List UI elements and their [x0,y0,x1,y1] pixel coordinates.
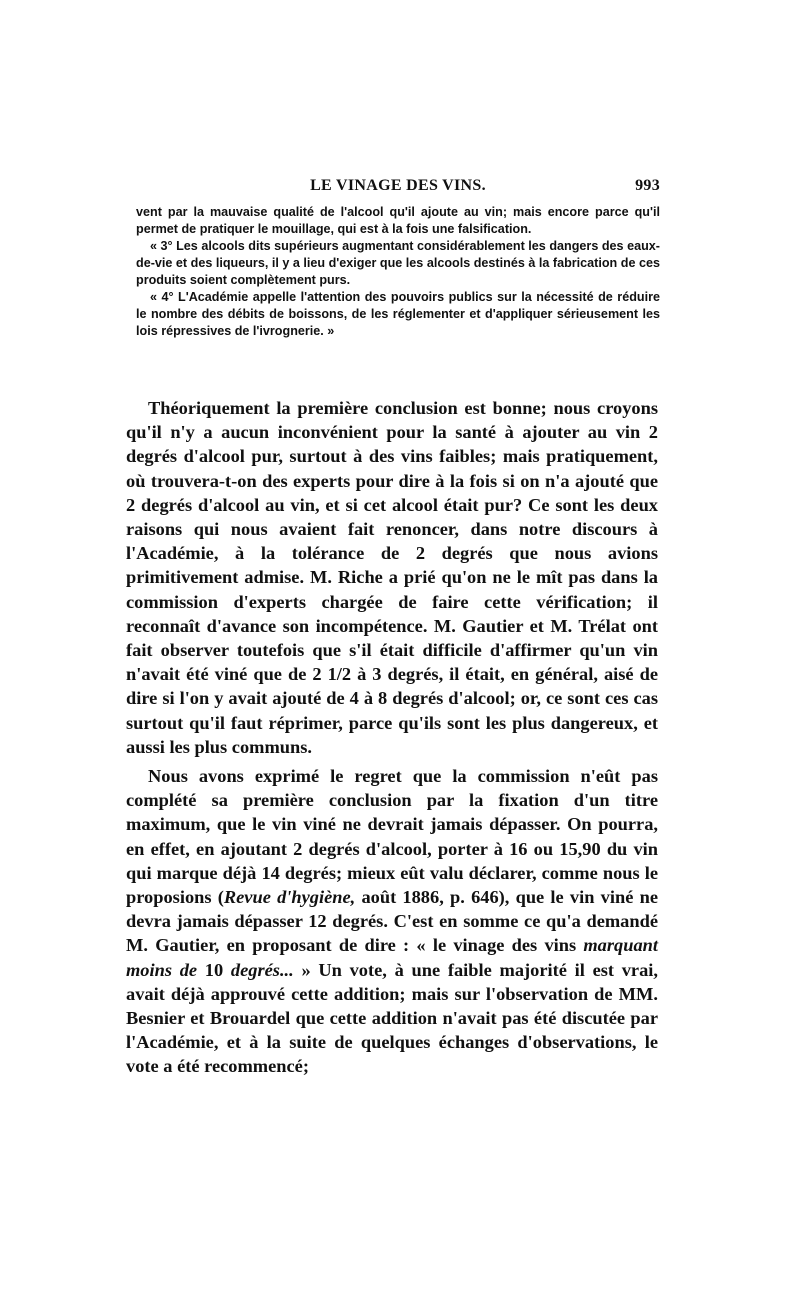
main-text [126,396,658,1079]
body-paragraph-2-part-a: Nous avons exprimé le regret que la commission n'eût pas complété sa première conclusion par la fixation d'un titre maximum, que le vin viné ne devrait jamais dépasser. On pourra, en effet, en ajoutant 2 degrés d'alcool, porter à 16 ou 15,90 du vin qui marque déjà 14 degrés; mieux eût valu déclarer, comme nous le proposions ( [126,766,658,908]
running-title: LE VINAGE DES VINS. [310,177,486,194]
body-paragraph-2-part-c: 10 [197,959,231,980]
citation-revue-hygiene: Revue d'hygiène, [223,887,356,908]
body-paragraph-1: Théoriquement la première conclusion est bonne; nous croyons qu'il n'y a aucun inconvénient pour la santé à ajouter au vin 2 degrés d'alcool pur, surtout à des vins faibles; mais pratiquement, où trouvera-t-on des experts pour dire à la fois si on n'a ajouté que 2 degrés d'alcool au vin, et si cet alcool était pur? Ce sont les deux raisons qui nous avaient fait renoncer, dans notre discours à l'Académie, à la tolérance de 2 degrés que nous avions primitivement admise. M. Riche a prié qu'on ne le mît pas dans la commission d'experts chargée de faire cette vérification; il reconnaît d'avance son incompétence. M. Gautier et M. Trélat ont fait observer toutefois que s'il était difficile d'affirmer qu'un vin n'avait été viné que de 2 1/2 à 3 degrés, il était, en général, aisé de dire si l'on y avait ajouté de 4 à 8 degrés d'alcool; or, ce sont ces cas surtout qu'il faut réprimer, parce qu'ils sont les plus dangereux, et aussi les plus communs. [126,398,658,757]
body-paragraph-2-part-b: août 1886, p. 646), que le vin viné ne devra jamais dépasser 12 degrés. C'est en somme ce qu'a demandé M. Gautier, en proposant de dire : « le vinage des vins [126,887,658,956]
body-paragraph-2-part-d: » Un vote, à une faible majorité il est vrai, avait déjà approuvé cette addition; mais sur l'observation de MM. Besnier et Brouardel que cette addition n'avait pas été discutée par l'Académie, et à la suite de quelques échanges d'observations, le vote a été recommencé; [126,959,658,1077]
quoted-phrase-2: degrés... [230,959,294,980]
running-head [136,177,660,199]
quote-paragraph-3: « 4° L'Académie appelle l'attention des pouvoirs publics sur la nécessité de réduire le nombre des débits de boissons, de les réglementer et d'appliquer sérieusement les lois répressives de l'ivrognerie. » [136,290,660,338]
quote-paragraph-2: « 3° Les alcools dits supérieurs augmentant considérablement les dangers des eaux-de-vie et des liqueurs, il y a lieu d'exiger que les alcools destinés à la fabrication de ces produits soient complètement purs. [136,239,660,287]
quoted-conclusions [136,204,660,340]
body-paragraph-2 [126,764,658,1079]
quoted-phrase-1: marquant moins de [126,935,658,980]
quote-paragraph-1: vent par la mauvaise qualité de l'alcool qu'il ajoute au vin; mais encore parce qu'il permet de pratiquer le mouillage, qui est à la fois une falsification. [136,205,660,236]
page-number: 993 [635,177,660,194]
